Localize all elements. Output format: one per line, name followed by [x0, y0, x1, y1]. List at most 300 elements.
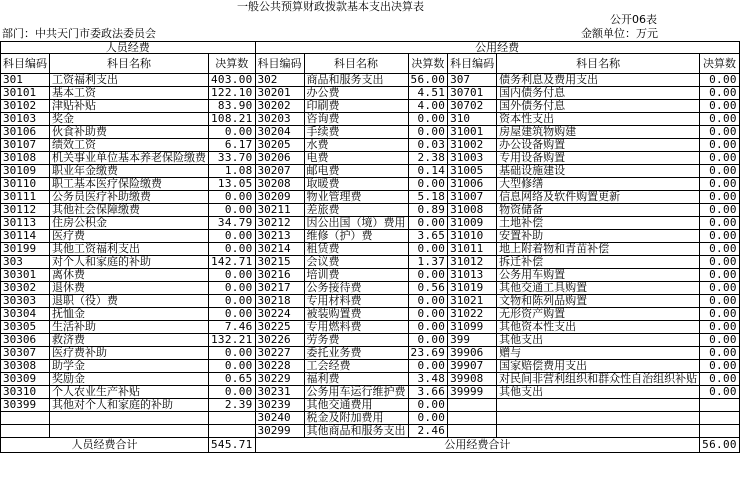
subject-code: 30227 — [255, 347, 304, 360]
subject-code: 30102 — [1, 100, 50, 113]
subject-name: 房屋建筑物购建 — [497, 126, 700, 139]
table-row — [1, 373, 740, 386]
subject-code: 30202 — [255, 100, 304, 113]
subject-name: 其他资本性支出 — [497, 321, 700, 334]
subject-name: 其他支出 — [497, 386, 700, 399]
subject-name: 基本工资 — [50, 87, 209, 100]
subject-code: 30224 — [255, 308, 304, 321]
subject-name: 对民间非营利组织和群众性自治组织补贴 — [497, 373, 700, 386]
amount-value: 1.08 — [209, 165, 256, 178]
subject-code: 39907 — [448, 360, 497, 373]
table-row — [1, 152, 740, 165]
amount-value: 0.00 — [700, 269, 740, 282]
table-row — [1, 204, 740, 217]
table-row — [1, 256, 740, 269]
table-row — [1, 334, 740, 347]
subject-name — [497, 399, 700, 412]
subject-name: 物业管理费 — [304, 191, 408, 204]
amount-value: 23.69 — [408, 347, 448, 360]
amount-value: 0.00 — [209, 282, 256, 295]
subject-name — [50, 412, 209, 425]
subject-name: 地上附着物和青苗补偿 — [497, 243, 700, 256]
table-row — [1, 230, 740, 243]
subject-code: 30107 — [1, 139, 50, 152]
subject-name: 取暖费 — [304, 178, 408, 191]
subject-name: 专用设备购置 — [497, 152, 700, 165]
subject-code: 307 — [448, 74, 497, 87]
subject-name: 手续费 — [304, 126, 408, 139]
table-row — [1, 165, 740, 178]
column-header-name: 科目名称 — [304, 54, 408, 74]
amount-value: 0.00 — [408, 399, 448, 412]
amount-value: 0.00 — [700, 165, 740, 178]
amount-value: 0.00 — [700, 243, 740, 256]
subject-name: 生活补助 — [50, 321, 209, 334]
amount-value: 0.00 — [700, 282, 740, 295]
subject-code: 30110 — [1, 178, 50, 191]
subject-code: 30103 — [1, 113, 50, 126]
amount-value: 7.46 — [209, 321, 256, 334]
subject-code: 30229 — [255, 373, 304, 386]
subject-code: 30228 — [255, 360, 304, 373]
amount-value: 0.00 — [408, 308, 448, 321]
subject-code: 30101 — [1, 87, 50, 100]
amount-value: 0.00 — [408, 126, 448, 139]
subject-name: 无形资产购置 — [497, 308, 700, 321]
table-row — [1, 399, 740, 412]
table-row — [1, 243, 740, 256]
subject-code: 31008 — [448, 204, 497, 217]
subject-code: 30240 — [255, 412, 304, 425]
amount-value: 0.00 — [700, 256, 740, 269]
amount-value: 0.00 — [408, 360, 448, 373]
subject-code: 30201 — [255, 87, 304, 100]
amount-value — [209, 425, 256, 438]
subject-code: 31003 — [448, 152, 497, 165]
subject-name: 奖励金 — [50, 373, 209, 386]
subject-code: 30307 — [1, 347, 50, 360]
subject-code: 30306 — [1, 334, 50, 347]
subject-code: 30225 — [255, 321, 304, 334]
subject-name — [497, 412, 700, 425]
subject-name: 其他商品和服务支出 — [304, 425, 408, 438]
expenditure-table — [0, 41, 740, 453]
subject-code: 30204 — [255, 126, 304, 139]
subject-name: 其他交通工具购置 — [497, 282, 700, 295]
amount-value: 0.00 — [700, 373, 740, 386]
amount-value: 0.65 — [209, 373, 256, 386]
subject-code: 30308 — [1, 360, 50, 373]
amount-value: 2.39 — [209, 399, 256, 412]
subject-name: 拆迁补偿 — [497, 256, 700, 269]
amount-value: 403.00 — [209, 74, 256, 87]
subject-name: 职工基本医疗保险缴费 — [50, 178, 209, 191]
amount-value: 0.00 — [700, 347, 740, 360]
subject-name: 培训费 — [304, 269, 408, 282]
subject-code: 30212 — [255, 217, 304, 230]
subject-code: 30299 — [255, 425, 304, 438]
personnel-total-amount: 545.71 — [209, 438, 256, 453]
subject-code: 31022 — [448, 308, 497, 321]
subject-code: 30702 — [448, 100, 497, 113]
amount-value: 0.00 — [700, 191, 740, 204]
subject-name: 劳务费 — [304, 334, 408, 347]
table-row — [1, 191, 740, 204]
amount-value — [700, 425, 740, 438]
table-row — [1, 360, 740, 373]
subject-name: 职业年金缴费 — [50, 165, 209, 178]
subject-name: 大型修缮 — [497, 178, 700, 191]
subject-name: 医疗费 — [50, 230, 209, 243]
amount-value: 0.00 — [408, 321, 448, 334]
subject-code: 30205 — [255, 139, 304, 152]
subject-name: 国内债务付息 — [497, 87, 700, 100]
amount-value: 34.79 — [209, 217, 256, 230]
amount-value: 0.00 — [209, 347, 256, 360]
amount-value: 0.00 — [700, 139, 740, 152]
amount-value: 0.00 — [408, 412, 448, 425]
subject-code: 30231 — [255, 386, 304, 399]
subject-code: 30111 — [1, 191, 50, 204]
subject-code: 31002 — [448, 139, 497, 152]
subject-name: 国外债务付息 — [497, 100, 700, 113]
subject-code: 301 — [1, 74, 50, 87]
amount-value: 0.00 — [700, 308, 740, 321]
subject-name: 因公出国（境）费用 — [304, 217, 408, 230]
subject-code: 39908 — [448, 373, 497, 386]
table-row — [1, 74, 740, 87]
subject-name: 办公费 — [304, 87, 408, 100]
column-header-code: 科目编码 — [448, 54, 497, 74]
subject-code: 30226 — [255, 334, 304, 347]
table-row — [1, 87, 740, 100]
subject-name: 公务员医疗补助缴费 — [50, 191, 209, 204]
subject-name: 公务接待费 — [304, 282, 408, 295]
subject-code: 30203 — [255, 113, 304, 126]
amount-value: 0.00 — [209, 360, 256, 373]
subject-name: 会议费 — [304, 256, 408, 269]
subject-code: 30215 — [255, 256, 304, 269]
subject-code: 31021 — [448, 295, 497, 308]
subject-code: 31007 — [448, 191, 497, 204]
subject-name: 其他社会保障缴费 — [50, 204, 209, 217]
public-section-header: 公用经费 — [255, 42, 739, 54]
subject-name: 文物和陈列品购置 — [497, 295, 700, 308]
amount-value: 83.90 — [209, 100, 256, 113]
subject-code: 399 — [448, 334, 497, 347]
amount-value: 33.70 — [209, 152, 256, 165]
report-title: 一般公共预算财政拨款基本支出决算表 — [237, 0, 424, 13]
subject-code: 302 — [255, 74, 304, 87]
table-row — [1, 269, 740, 282]
subject-code: 30112 — [1, 204, 50, 217]
amount-value: 0.00 — [700, 152, 740, 165]
subject-code: 31001 — [448, 126, 497, 139]
amount-value: 13.05 — [209, 178, 256, 191]
table-row — [1, 386, 740, 399]
amount-value: 0.00 — [408, 334, 448, 347]
subject-name: 其他工资福利支出 — [50, 243, 209, 256]
public-total-amount: 56.00 — [700, 438, 740, 453]
amount-value: 0.00 — [700, 113, 740, 126]
amount-value: 0.00 — [700, 178, 740, 191]
table-row — [1, 321, 740, 334]
subject-name: 邮电费 — [304, 165, 408, 178]
amount-value: 0.00 — [700, 360, 740, 373]
subject-code: 31012 — [448, 256, 497, 269]
table-row — [1, 100, 740, 113]
subject-name: 其他对个人和家庭的补助 — [50, 399, 209, 412]
subject-code: 30211 — [255, 204, 304, 217]
table-row — [1, 178, 740, 191]
column-header-name: 科目名称 — [50, 54, 209, 74]
subject-code: 30309 — [1, 373, 50, 386]
subject-code: 30218 — [255, 295, 304, 308]
subject-name: 商品和服务支出 — [304, 74, 408, 87]
subject-code — [1, 425, 50, 438]
subject-code: 30209 — [255, 191, 304, 204]
subject-name: 其他支出 — [497, 334, 700, 347]
subject-code: 30239 — [255, 399, 304, 412]
amount-value: 0.00 — [408, 217, 448, 230]
table-row — [1, 113, 740, 126]
subject-code: 39906 — [448, 347, 497, 360]
amount-value: 0.00 — [209, 308, 256, 321]
subject-name: 工资福利支出 — [50, 74, 209, 87]
amount-value: 0.00 — [209, 243, 256, 256]
subject-code: 30206 — [255, 152, 304, 165]
amount-value: 3.65 — [408, 230, 448, 243]
amount-value: 0.00 — [408, 243, 448, 256]
subject-name: 机关事业单位基本养老保险缴费 — [50, 152, 209, 165]
subject-name: 福利费 — [304, 373, 408, 386]
subject-name: 咨询费 — [304, 113, 408, 126]
subject-name: 维修（护）费 — [304, 230, 408, 243]
amount-unit-label: 金额单位：万元 — [581, 27, 658, 40]
amount-value: 4.00 — [408, 100, 448, 113]
table-row — [1, 295, 740, 308]
subject-code: 30310 — [1, 386, 50, 399]
amount-value: 0.00 — [408, 113, 448, 126]
amount-value: 0.00 — [209, 204, 256, 217]
subject-code: 303 — [1, 256, 50, 269]
table-row — [1, 308, 740, 321]
amount-value: 0.00 — [700, 230, 740, 243]
amount-value: 0.00 — [209, 386, 256, 399]
subject-name: 被装购置费 — [304, 308, 408, 321]
amount-value: 0.00 — [700, 334, 740, 347]
subject-code: 30301 — [1, 269, 50, 282]
subject-name: 专用材料费 — [304, 295, 408, 308]
amount-value: 2.38 — [408, 152, 448, 165]
amount-value: 0.00 — [700, 126, 740, 139]
subject-code: 30108 — [1, 152, 50, 165]
subject-name: 电费 — [304, 152, 408, 165]
subject-code — [448, 399, 497, 412]
subject-name: 伙食补助费 — [50, 126, 209, 139]
subject-name: 委托业务费 — [304, 347, 408, 360]
subject-name: 退休费 — [50, 282, 209, 295]
subject-code: 31006 — [448, 178, 497, 191]
subject-code: 39999 — [448, 386, 497, 399]
amount-value: 56.00 — [408, 74, 448, 87]
amount-value: 6.17 — [209, 139, 256, 152]
subject-code — [1, 412, 50, 425]
amount-value: 0.00 — [209, 269, 256, 282]
column-header-code: 科目编码 — [1, 54, 50, 74]
subject-code: 31005 — [448, 165, 497, 178]
subject-code: 31009 — [448, 217, 497, 230]
subject-code: 30214 — [255, 243, 304, 256]
column-header-code: 科目编码 — [255, 54, 304, 74]
subject-code: 31019 — [448, 282, 497, 295]
subject-code: 30217 — [255, 282, 304, 295]
table-row — [1, 412, 740, 425]
subject-code: 30216 — [255, 269, 304, 282]
amount-value: 0.00 — [700, 386, 740, 399]
subject-name: 专用燃料费 — [304, 321, 408, 334]
subject-code: 31010 — [448, 230, 497, 243]
subject-code: 30304 — [1, 308, 50, 321]
amount-value: 108.21 — [209, 113, 256, 126]
subject-name: 救济费 — [50, 334, 209, 347]
amount-value: 0.00 — [209, 126, 256, 139]
amount-value: 0.00 — [209, 191, 256, 204]
subject-name: 医疗费补助 — [50, 347, 209, 360]
subject-code: 31013 — [448, 269, 497, 282]
amount-value — [209, 412, 256, 425]
amount-value: 0.00 — [209, 295, 256, 308]
subject-name: 住房公积金 — [50, 217, 209, 230]
amount-value: 0.00 — [700, 100, 740, 113]
amount-value: 0.00 — [700, 74, 740, 87]
subject-code: 30199 — [1, 243, 50, 256]
amount-value: 0.03 — [408, 139, 448, 152]
amount-value: 0.00 — [700, 87, 740, 100]
amount-value: 5.18 — [408, 191, 448, 204]
department-label: 部门：中共天门市委政法委员会 — [2, 27, 156, 40]
amount-value: 1.37 — [408, 256, 448, 269]
subject-name: 赠与 — [497, 347, 700, 360]
subject-code: 30303 — [1, 295, 50, 308]
subject-name: 国家赔偿费用支出 — [497, 360, 700, 373]
subject-code: 30213 — [255, 230, 304, 243]
subject-name: 其他交通费用 — [304, 399, 408, 412]
amount-value: 132.21 — [209, 334, 256, 347]
amount-value: 0.00 — [408, 269, 448, 282]
table-row — [1, 217, 740, 230]
subject-name: 工会经费 — [304, 360, 408, 373]
subject-code: 30399 — [1, 399, 50, 412]
subject-name: 个人农业生产补贴 — [50, 386, 209, 399]
amount-value: 0.89 — [408, 204, 448, 217]
subject-name: 对个人和家庭的补助 — [50, 256, 209, 269]
subject-name: 基础设施建设 — [497, 165, 700, 178]
subject-code: 30113 — [1, 217, 50, 230]
amount-value — [700, 399, 740, 412]
column-header-name: 科目名称 — [497, 54, 700, 74]
subject-name — [50, 425, 209, 438]
amount-value: 0.00 — [408, 178, 448, 191]
subject-code: 30109 — [1, 165, 50, 178]
column-header-amount: 决算数 — [408, 54, 448, 74]
amount-value: 0.14 — [408, 165, 448, 178]
subject-name: 公务用车购置 — [497, 269, 700, 282]
table-row — [1, 425, 740, 438]
amount-value: 4.51 — [408, 87, 448, 100]
amount-value: 0.00 — [700, 204, 740, 217]
amount-value: 0.00 — [700, 217, 740, 230]
subject-name — [497, 425, 700, 438]
subject-name: 津贴补贴 — [50, 100, 209, 113]
table-row — [1, 139, 740, 152]
subject-name: 退职（役）费 — [50, 295, 209, 308]
amount-value: 0.56 — [408, 282, 448, 295]
amount-value: 122.10 — [209, 87, 256, 100]
amount-value: 3.66 — [408, 386, 448, 399]
subject-name: 印刷费 — [304, 100, 408, 113]
subject-code: 30106 — [1, 126, 50, 139]
subject-code: 30302 — [1, 282, 50, 295]
column-header-amount: 决算数 — [700, 54, 740, 74]
subject-code: 30114 — [1, 230, 50, 243]
subject-name: 土地补偿 — [497, 217, 700, 230]
subject-code: 31011 — [448, 243, 497, 256]
subject-name: 税金及附加费用 — [304, 412, 408, 425]
subject-name: 抚恤金 — [50, 308, 209, 321]
amount-value — [700, 412, 740, 425]
subject-name: 离休费 — [50, 269, 209, 282]
subject-code: 30207 — [255, 165, 304, 178]
table-row — [1, 126, 740, 139]
subject-code: 30305 — [1, 321, 50, 334]
amount-value: 0.00 — [209, 230, 256, 243]
subject-name: 安置补助 — [497, 230, 700, 243]
amount-value: 0.00 — [408, 295, 448, 308]
amount-value: 3.48 — [408, 373, 448, 386]
personnel-section-header: 人员经费 — [1, 42, 256, 54]
subject-name: 差旅费 — [304, 204, 408, 217]
subject-code: 30701 — [448, 87, 497, 100]
subject-name: 奖金 — [50, 113, 209, 126]
amount-value: 142.71 — [209, 256, 256, 269]
column-header-amount: 决算数 — [209, 54, 256, 74]
amount-value: 0.00 — [700, 321, 740, 334]
subject-name: 物资储备 — [497, 204, 700, 217]
subject-name: 办公设备购置 — [497, 139, 700, 152]
public-total-label: 公用经费合计 — [255, 438, 700, 453]
subject-name: 信息网络及软件购置更新 — [497, 191, 700, 204]
subject-code: 30208 — [255, 178, 304, 191]
subject-code — [448, 412, 497, 425]
personnel-total-label: 人员经费合计 — [1, 438, 209, 453]
subject-name: 债务利息及费用支出 — [497, 74, 700, 87]
subject-code — [448, 425, 497, 438]
amount-value: 0.00 — [700, 295, 740, 308]
subject-name: 水费 — [304, 139, 408, 152]
amount-value: 2.46 — [408, 425, 448, 438]
subject-name: 资本性支出 — [497, 113, 700, 126]
subject-name: 绩效工资 — [50, 139, 209, 152]
subject-name: 租赁费 — [304, 243, 408, 256]
subject-name: 公务用车运行维护费 — [304, 386, 408, 399]
subject-code: 310 — [448, 113, 497, 126]
subject-code: 31099 — [448, 321, 497, 334]
table-row — [1, 347, 740, 360]
form-number: 公开06表 — [610, 13, 657, 26]
subject-name: 助学金 — [50, 360, 209, 373]
table-row — [1, 282, 740, 295]
